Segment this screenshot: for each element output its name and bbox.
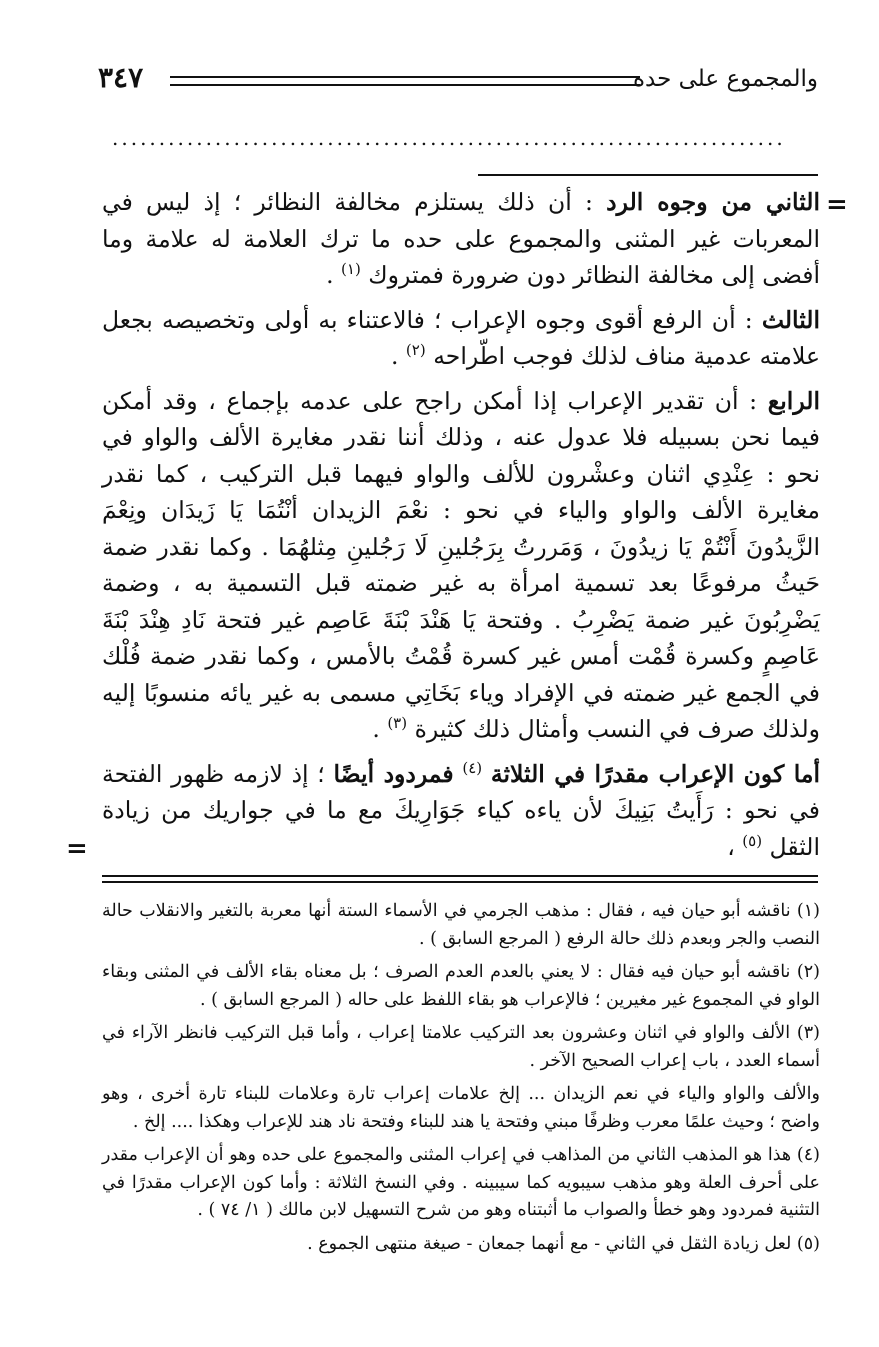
footnote-3: (٣) الألف والواو في اثنان وعشرون بعد التركيب علامتا إعراب ، وأما قبل التركيب فانظر الآراء في أسماء العدد ، باب إعراب الصحيح الآخر . [102,1023,820,1071]
section-separator [478,174,818,176]
paragraph-second-reply [102,184,820,294]
continuation-mark-start: = [826,190,848,220]
paragraph-label-2: فمردود أيضًا [333,759,454,788]
paragraph-estimated-inflection [102,756,820,866]
paragraph-text: : أن تقدير الإعراب إذا أمكن راجح على عدمه بإجماع ، وقد أمكن فيما نحن بسبيله فلا عدول عنه ، وذلك أننا نقدر مغايرة الألف والواو في نحو : عِنْدِي اثنان وعشْرون للألف والواو فيهما قبل التركيب ، كما نقدر مغايرة الألف والواو والياء في نحو : نعْمَ الزيدان أنْتُمَا يَا زَيدَان ونِعْمَ الزَّيدُونَ أَنْتُمْ يَا زيدُونَ ، وَمَررتُ بِرَجُلينِ لَا رَجُلينِ مِثلهُمَا . وكما نقدر ضمة حَيثُ مرفوعًا بعد تسمية امرأة به غير ضمته قبل التسمية به ، وضمة يَضْرِبُونَ غير ضمة يَضْرِبُ . وفتحة يَا هَنْدَ بْنَةَ عَاصِم غير فتحة نَادِ هِنْدَ بْنَةَ عَاصِمٍ وكسرة قُمْت أمس غير كسرة قُمْتُ بالأمس ، وكما نقدر ضمة فُلْك في الجمع غير ضمته في الإفراد وياء بَخَاتِي مسمى به غير يائه منسوبًا إليه ولذلك صرف في النسب وأمثال ذلك كثيرة [102,386,820,743]
footnote-separator [102,875,818,883]
header-double-rule [170,76,640,86]
paragraph-third [102,302,820,375]
paragraph-fourth [102,383,820,748]
paragraph-label: الرابع [767,386,820,415]
paragraph-text: : أن ذلك يستلزم مخالفة النظائر ؛ إذ ليس في المعربات غير المثنى والمجموع على حده ما ترك العلامة له علامة وما أفضى إلى مخالفة النظائر دون ضرورة فمتروك [102,188,820,289]
paragraph-text: : أن الرفع أقوى وجوه الإعراب ؛ فالاعتناء به أولى وتخصيصه بجعل علامته عدمية مناف لذلك فوجب اطّراحه [102,305,820,370]
footnotes [102,898,820,1264]
running-title: والمجموع على حده [632,66,818,92]
footnote-ref-1: (١) [341,260,361,279]
page-number: ٣٤٧ [98,61,144,94]
paragraph-text: ؛ إذ لازمه ظهور الفتحة في نحو : رَأَيتُ بَنِيكَ لأن ياءه كياء جَوَارِيكَ مع ما في جواريك من زيادة الثقل [102,759,820,861]
footnote-3-continued: والألف والواو والياء في نعم الزيدان ... إلخ علامات إعراب تارة وعلامات للبناء تارة أخرى ، وهو واضح ؛ وحيث علمًا معرب وظرفًا مبني وفتحة يا هند للبناء وفتحة ناد هند للإعراب وهكذا .... إلخ . [102,1084,820,1132]
paragraph-end: ، [727,832,743,861]
continuation-mark-end: = [66,834,88,864]
paragraph-end: . [372,715,388,743]
footnote-2: (٢) ناقشه أبو حيان فيه فقال : لا يعني بالعدم العدم الصرف ؛ بل معناه بقاء الألف في المثنى وبقاء الواو في المجموع غير مغيرين ؛ فالإعراب هو بقاء اللفظ على حاله ( المرجع السابق ) . [102,962,820,1010]
main-text [102,184,820,873]
footnote-1: (١) ناقشه أبو حيان فيه ، فقال : مذهب الجرمي في الأسماء الستة أنها معربة بالتغير والانقلاب حالة النصب والجر وبعدم ذلك حالة الرفع ( المرجع السابق ) . [102,901,820,949]
footnote-5: (٥) لعل زيادة الثقل في الثاني - مع أنهما جمعان - صيغة منتهى الجموع . [307,1233,820,1254]
footnote-ref-5: (٥) [742,831,763,850]
footnote-ref-4: (٤) [462,758,483,777]
footnote-ref-2: (٢) [405,341,426,360]
paragraph-end: . [390,342,406,370]
dotted-ellipsis-line: ........................................................................ [112,126,786,146]
page-header [98,61,818,98]
paragraph-label: الثالث [761,305,820,334]
paragraph-label: أما كون الإعراب مقدرًا في الثلاثة [490,759,820,788]
paragraph-end: . [326,261,342,289]
paragraph-label: الثاني من وجوه الرد [606,188,820,216]
footnote-ref-3: (٣) [387,714,408,733]
footnote-4: (٤) هذا هو المذهب الثاني من المذاهب في إعراب المثنى والمجموع على حده وهو أن الإعراب مقدر على أحرف العلة وهو مذهب سيبويه كما سيبينه . وفي النسخ الثلاثة : وأما كون الإعراب مقدرًا في التثنية فمردود وهو خطأ والصواب ما أثبتناه وهو من شرح التسهيل لابن مالك ( ١/ ٧٤ ) . [102,1145,820,1220]
